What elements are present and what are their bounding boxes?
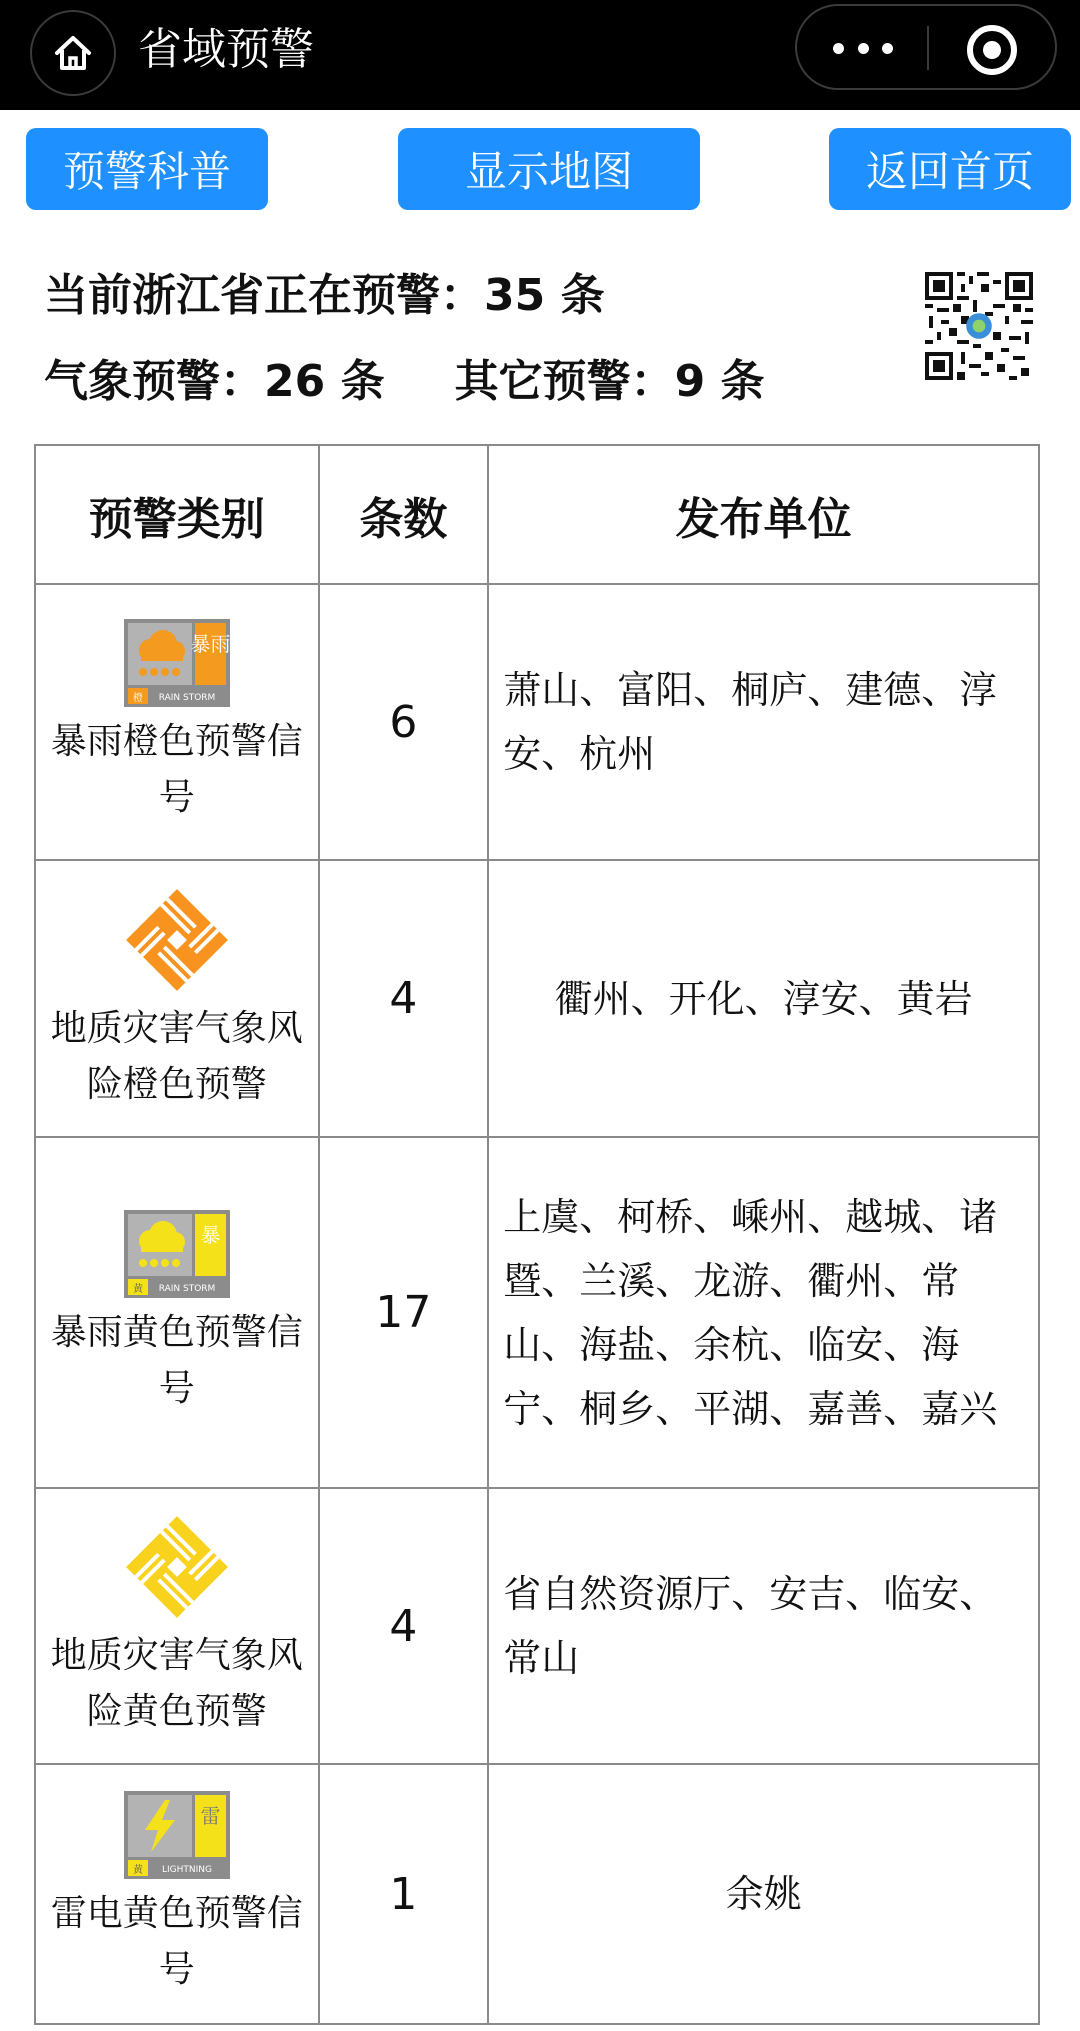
weather-warnings: 气象预警：26 条 xyxy=(44,356,385,407)
other-warnings: 其它预警：9 条 xyxy=(454,356,765,407)
back-home-button[interactable]: 返回首页 xyxy=(829,128,1071,210)
units-cell: 衢州、开化、淳安、黄岩 xyxy=(488,860,1039,1137)
category-label: 地质灾害气象风险橙色预警 xyxy=(50,1007,303,1105)
svg-text:雷: 雷 xyxy=(200,1804,221,1828)
more-dots-icon xyxy=(833,43,844,54)
header-count: 条数 xyxy=(319,445,489,584)
category-cell xyxy=(35,1137,319,1488)
home-icon xyxy=(51,31,95,75)
table-header-row xyxy=(35,445,1039,584)
warning-breakdown xyxy=(44,352,765,412)
table-row[interactable] xyxy=(35,1488,1039,1764)
mini-program-capsule xyxy=(795,4,1057,90)
svg-text:橙: 橙 xyxy=(132,693,143,704)
table-row[interactable] xyxy=(35,1137,1039,1488)
svg-text:LIGHTNING: LIGHTNING xyxy=(161,1865,212,1875)
count-cell: 4 xyxy=(319,1488,489,1764)
count-cell: 6 xyxy=(319,584,489,860)
count-cell: 17 xyxy=(319,1137,489,1488)
close-button[interactable] xyxy=(967,25,1017,75)
svg-text:暴雨: 暴雨 xyxy=(190,632,231,656)
table-row[interactable] xyxy=(35,860,1039,1137)
rainstorm-yellow-icon xyxy=(123,1209,231,1299)
qr-code-icon[interactable] xyxy=(925,272,1033,380)
category-label: 暴雨橙色预警信号 xyxy=(50,721,303,818)
count-cell: 1 xyxy=(319,1764,489,2024)
category-cell xyxy=(35,1488,319,1764)
close-target-icon xyxy=(983,41,1001,59)
category-label: 雷电黄色预警信号 xyxy=(50,1893,303,1990)
warning-table xyxy=(34,444,1040,2025)
more-button[interactable] xyxy=(833,26,893,70)
svg-text:RAIN STORM: RAIN STORM xyxy=(158,693,216,703)
svg-text:黄: 黄 xyxy=(132,1283,143,1295)
units-cell: 余姚 xyxy=(488,1764,1039,2024)
header-units: 发布单位 xyxy=(488,445,1039,584)
category-cell xyxy=(35,860,319,1137)
svg-text:RAIN STORM: RAIN STORM xyxy=(158,1283,216,1294)
title-bar xyxy=(0,0,1080,110)
units-cell: 省自然资源厅、安吉、临安、常山 xyxy=(488,1488,1039,1764)
svg-text:暴: 暴 xyxy=(200,1222,221,1247)
category-label: 地质灾害气象风险黄色预警 xyxy=(50,1635,303,1732)
count-cell: 4 xyxy=(319,860,489,1137)
popular-science-button[interactable]: 预警科普 xyxy=(26,128,268,210)
header-category: 预警类别 xyxy=(35,445,319,584)
show-map-button[interactable]: 显示地图 xyxy=(398,128,700,210)
geohazard-orange-icon xyxy=(122,885,232,995)
category-cell xyxy=(35,1764,319,2024)
geohazard-yellow-icon xyxy=(122,1512,232,1622)
current-warnings-summary: 当前浙江省正在预警：35 条 xyxy=(44,270,605,321)
lightning-yellow-icon xyxy=(123,1790,231,1880)
svg-text:黄: 黄 xyxy=(132,1865,143,1876)
page-title: 省域预警 xyxy=(138,24,314,75)
category-cell xyxy=(35,584,319,860)
units-cell: 上虞、柯桥、嵊州、越城、诸暨、兰溪、龙游、衢州、常山、海盐、余杭、临安、海宁、桐乡、平湖、嘉善、嘉兴 xyxy=(488,1137,1039,1488)
table-row[interactable] xyxy=(35,584,1039,860)
table-row[interactable] xyxy=(35,1764,1039,2024)
rainstorm-orange-icon xyxy=(123,618,231,708)
units-cell: 萧山、富阳、桐庐、建德、淳安、杭州 xyxy=(488,584,1039,860)
category-label: 暴雨黄色预警信号 xyxy=(50,1311,303,1409)
home-button[interactable] xyxy=(30,10,116,96)
